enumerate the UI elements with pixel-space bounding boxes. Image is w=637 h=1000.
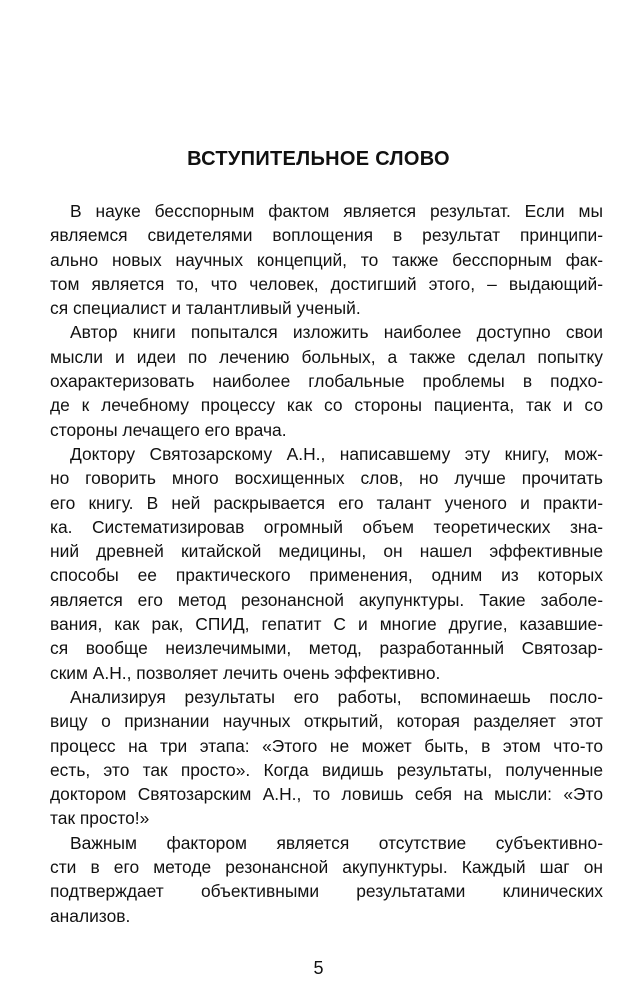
text-line: ально новых научных концепций, то также бесспорным фак- (50, 249, 603, 270)
text-line: подтверждает объективными результатами клинических (50, 881, 603, 902)
text-line: ний древней китайской медицины, он нашел эффективные (50, 541, 603, 562)
text-line: ским А.Н., позволяет лечить очень эффективно. (50, 662, 441, 683)
text-line: стороны лечащего его врача. (50, 419, 287, 440)
body-text (50, 199, 603, 928)
text-line: том является то, что человек, достигший этого, – выдающий- (50, 273, 603, 294)
text-line: есть, это так просто». Когда видишь результаты, полученные (50, 759, 603, 780)
text-line: анализов. (50, 905, 131, 926)
paragraph (50, 831, 603, 928)
text-line: мысли и идеи по лечению больных, а также сделал попытку (50, 346, 603, 367)
text-line: Доктору Святозарскому А.Н., написавшему эту книгу, мож- (70, 443, 603, 464)
text-line: сти в его методе резонансной акупунктуры. Каждый шаг он (50, 857, 603, 878)
paragraph (50, 320, 603, 441)
text-line: Анализируя результаты его работы, вспоминаешь посло- (70, 686, 603, 707)
text-line: вицу о признании научных открытий, которая разделяет этот (50, 711, 603, 732)
text-line: ка. Систематизировав огромный объем теоретических зна- (50, 516, 603, 537)
text-line: способы ее практического применения, одним из которых (50, 565, 603, 586)
text-line: Важным фактором является отсутствие субъективно- (70, 832, 603, 853)
paragraph (50, 442, 603, 685)
text-line: В науке бесспорным фактом является результат. Если мы (70, 201, 603, 221)
text-line: процесс на три этапа: «Этого не может быть, в этом что-то (50, 735, 603, 756)
text-line: ся специалист и талантливый ученый. (50, 298, 361, 319)
text-line: является его метод резонансной акупунктуры. Такие заболе- (50, 589, 603, 610)
text-line: де к лечебному процессу как со стороны пациента, так и со (50, 395, 603, 416)
text-line: вания, как рак, СПИД, гепатит С и многие другие, казавшие- (50, 614, 603, 635)
text-line: но говорить много восхищенных слов, но лучше прочитать (50, 468, 603, 489)
text-line: охарактеризовать наиболее глобальные проблемы в подхо- (50, 371, 603, 392)
text-line: ся вообще неизлечимыми, метод, разработанный Святозар- (50, 638, 603, 659)
chapter-title: ВСТУПИТЕЛЬНОЕ СЛОВО (187, 148, 450, 170)
text-line: являемся свидетелями воплощения в результат принципи- (50, 225, 603, 246)
text-line: Автор книги попытался изложить наиболее доступно свои (70, 322, 603, 343)
text-line: его книгу. В ней раскрывается его талант ученого и практи- (50, 492, 603, 513)
text-line: доктором Святозарским А.Н., то ловишь себя на мысли: «Это (50, 784, 603, 805)
paragraph (50, 199, 603, 320)
text-line: так просто!» (50, 808, 150, 829)
page-number: 5 (313, 958, 324, 978)
paragraph (50, 685, 603, 831)
